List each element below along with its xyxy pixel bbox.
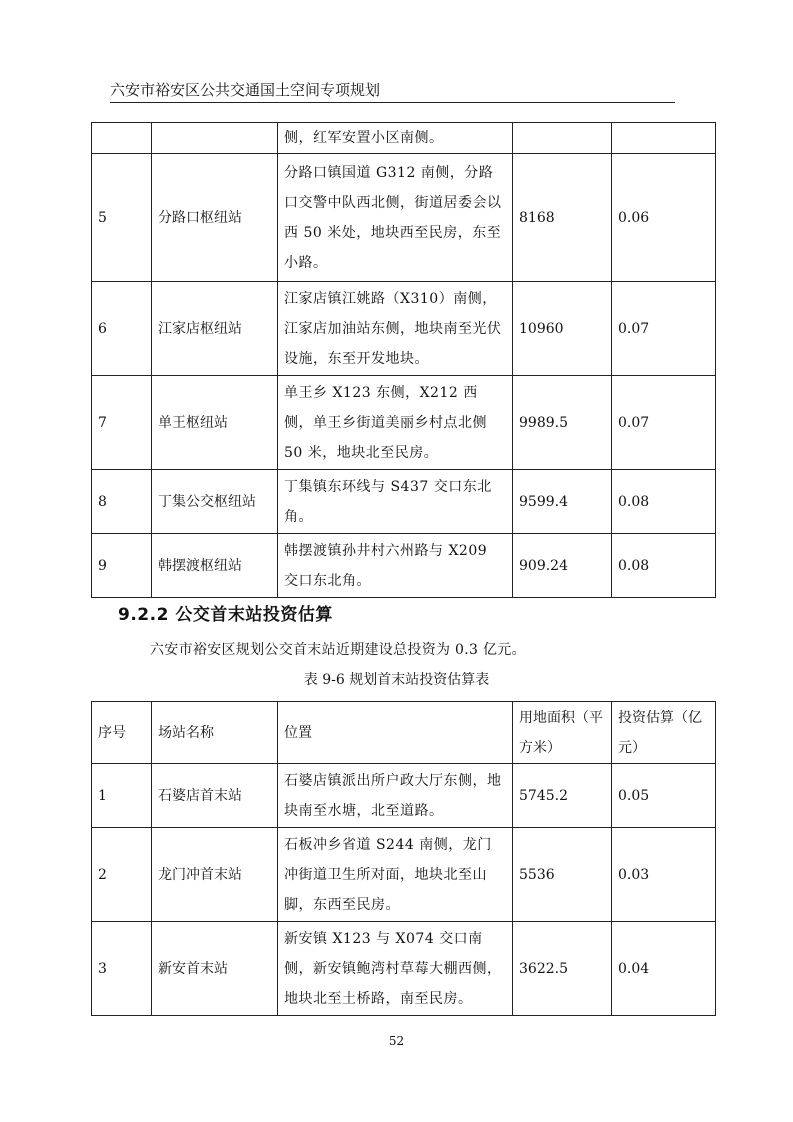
- cell-station-name: 分路口枢纽站: [152, 154, 278, 282]
- table-row: [92, 282, 716, 376]
- table-row: [92, 764, 716, 828]
- cell-investment: [612, 123, 716, 154]
- cell-no: 7: [92, 376, 152, 470]
- cell-area: 8168: [513, 154, 612, 282]
- cell-no: 1: [92, 764, 152, 828]
- table-row: [92, 828, 716, 922]
- cell-location: 石婆店镇派出所户政大厅东侧，地块南至水塘，北至道路。: [278, 764, 513, 828]
- cell-location: 分路口镇国道 G312 南侧，分路口交警中队西北侧，街道居委会以西 50 米处，地块西至民房，东至小路。: [278, 154, 513, 282]
- table-row: [92, 922, 716, 1016]
- cell-station-name: 新安首末站: [152, 922, 278, 1016]
- cell-area: 9599.4: [513, 470, 612, 534]
- page-header-title: 六安市裕安区公共交通国土空间专项规划: [110, 81, 381, 99]
- cell-location: 江家店镇江姚路（X310）南侧，江家店加油站东侧，地块南至光伏设施，东至开发地块。: [278, 282, 513, 376]
- cell-location: 丁集镇东环线与 S437 交口东北角。: [278, 470, 513, 534]
- table-row: [92, 154, 716, 282]
- header-rule: [110, 102, 675, 103]
- table-caption: 表 9-6 规划首末站投资估算表: [303, 672, 490, 688]
- cell-investment: 0.05: [612, 764, 716, 828]
- header-area: 用地面积（平方米）: [513, 702, 612, 764]
- cell-no: 6: [92, 282, 152, 376]
- cell-location: 侧，红军安置小区南侧。: [278, 123, 513, 154]
- cell-station-name: 龙门冲首末站: [152, 828, 278, 922]
- table-row: [92, 470, 716, 534]
- cell-station-name: [152, 123, 278, 154]
- cell-investment: 0.07: [612, 376, 716, 470]
- cell-station-name: 江家店枢纽站: [152, 282, 278, 376]
- cell-investment: 0.04: [612, 922, 716, 1016]
- section-paragraph: 六安市裕安区规划公交首末站近期建设总投资为 0.3 亿元。: [150, 642, 526, 658]
- cell-investment: 0.03: [612, 828, 716, 922]
- cell-area: 5745.2: [513, 764, 612, 828]
- cell-area: 10960: [513, 282, 612, 376]
- page-number: 52: [388, 1034, 405, 1048]
- hub-station-investment-table: [91, 122, 716, 598]
- terminal-station-investment-table: [91, 701, 716, 1016]
- cell-area: 5536: [513, 828, 612, 922]
- header-no: 序号: [92, 702, 152, 764]
- cell-no: 3: [92, 922, 152, 1016]
- header-investment: 投资估算（亿元）: [612, 702, 716, 764]
- cell-no: 9: [92, 534, 152, 598]
- section-heading: 9.2.2 公交首末站投资估算: [118, 605, 333, 625]
- cell-no: 5: [92, 154, 152, 282]
- cell-investment: 0.08: [612, 534, 716, 598]
- header-station-name: 场站名称: [152, 702, 278, 764]
- cell-investment: 0.06: [612, 154, 716, 282]
- cell-investment: 0.08: [612, 470, 716, 534]
- header-location: 位置: [278, 702, 513, 764]
- cell-location: 石板冲乡省道 S244 南侧，龙门冲街道卫生所对面，地块北至山脚，东西至民房。: [278, 828, 513, 922]
- table-row: [92, 123, 716, 154]
- cell-station-name: 石婆店首末站: [152, 764, 278, 828]
- table-row: [92, 534, 716, 598]
- cell-location: 韩摆渡镇孙井村六州路与 X209 交口东北角。: [278, 534, 513, 598]
- cell-area: 9989.5: [513, 376, 612, 470]
- cell-location: 单王乡 X123 东侧，X212 西侧，单王乡街道美丽乡村点北侧 50 米，地块北至民房。: [278, 376, 513, 470]
- cell-area: 909.24: [513, 534, 612, 598]
- table-header-row: [92, 702, 716, 764]
- cell-no: 8: [92, 470, 152, 534]
- cell-station-name: 单王枢纽站: [152, 376, 278, 470]
- table-row: [92, 376, 716, 470]
- cell-location: 新安镇 X123 与 X074 交口南侧，新安镇鲍湾村草莓大棚西侧，地块北至土桥路，南至民房。: [278, 922, 513, 1016]
- cell-area: [513, 123, 612, 154]
- cell-no: 2: [92, 828, 152, 922]
- cell-area: 3622.5: [513, 922, 612, 1016]
- cell-station-name: 丁集公交枢纽站: [152, 470, 278, 534]
- cell-station-name: 韩摆渡枢纽站: [152, 534, 278, 598]
- cell-investment: 0.07: [612, 282, 716, 376]
- cell-no: [92, 123, 152, 154]
